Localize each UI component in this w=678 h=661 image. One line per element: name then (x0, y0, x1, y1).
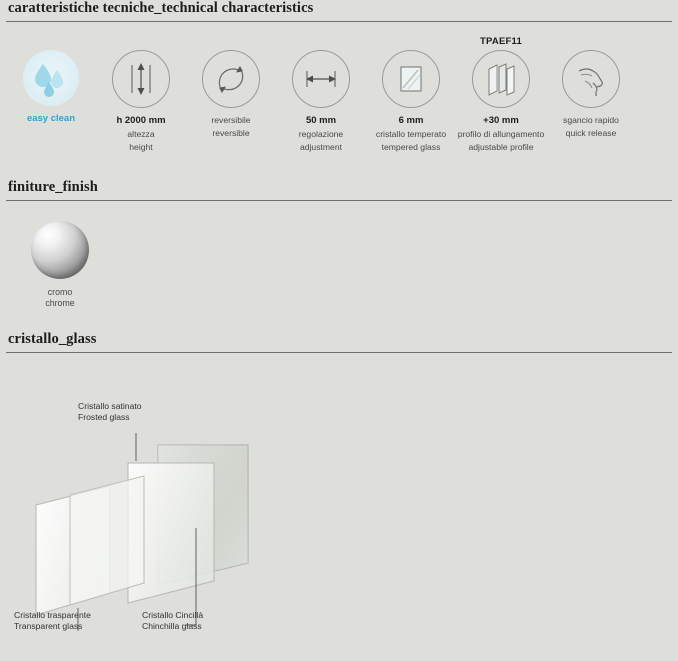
tech-item-tempered-glass: 6 mm cristallo temperato tempered glass (366, 36, 456, 153)
tech-item-reversible: reversibile reversible (186, 36, 276, 139)
tech-item-adjustment: 50 mm regolazione adjustment (276, 36, 366, 153)
finish-item-chrome: cromo chrome (10, 221, 110, 309)
reversible-arrows-icon-svg (203, 51, 259, 107)
tech-title: easy clean (26, 113, 76, 124)
extension-profile-icon-svg (473, 51, 529, 107)
glass-section (0, 331, 678, 643)
technical-items-row (0, 22, 678, 153)
tempered-glass-icon-svg (383, 51, 439, 107)
glass-title: cristallo_glass (8, 331, 97, 347)
height-arrow-icon (112, 50, 170, 108)
reversible-arrows-icon (202, 50, 260, 108)
chrome-sphere-swatch (31, 221, 89, 279)
water-drops-icon-svg (23, 50, 79, 106)
glass-diagram (0, 353, 678, 643)
height-arrow-icon-svg (113, 51, 169, 107)
tech-item-quick-release: sgancio rapido quick release (546, 36, 636, 139)
technical-characteristics-section (0, 0, 678, 153)
tech-title: h 2000 mm (116, 115, 166, 126)
tech-title: 50 mm (305, 115, 337, 126)
quick-release-hand-icon-svg (563, 51, 619, 107)
callout-transparent: Cristallo trasparente Transparent glass (14, 610, 91, 631)
tempered-glass-icon (382, 50, 440, 108)
finish-section (0, 179, 678, 309)
tech-title: 6 mm (398, 115, 424, 126)
quick-release-hand-icon (562, 50, 620, 108)
water-drops-icon (23, 50, 79, 106)
extension-profile-icon (472, 50, 530, 108)
tech-item-easy-clean (6, 36, 96, 127)
finish-items-row (0, 201, 678, 309)
page-title: caratteristiche tecniche_technical characteristics (8, 0, 314, 16)
profile-code: TPAEF11 (480, 36, 522, 47)
callout-chinchilla: Cristallo Cincillà Chinchilla glass (142, 610, 204, 631)
tech-item-height: h 2000 mm altezza height (96, 36, 186, 153)
tech-item-extension-profile: TPAEF11 +30 mm profilo di allungamento adjustable profile (457, 36, 545, 152)
width-adjustment-icon-svg (293, 51, 349, 107)
tech-title: +30 mm (483, 115, 519, 126)
callout-frosted: Cristallo satinato Frosted glass (78, 401, 142, 422)
finish-title: finiture_finish (8, 179, 98, 195)
width-adjustment-icon (292, 50, 350, 108)
